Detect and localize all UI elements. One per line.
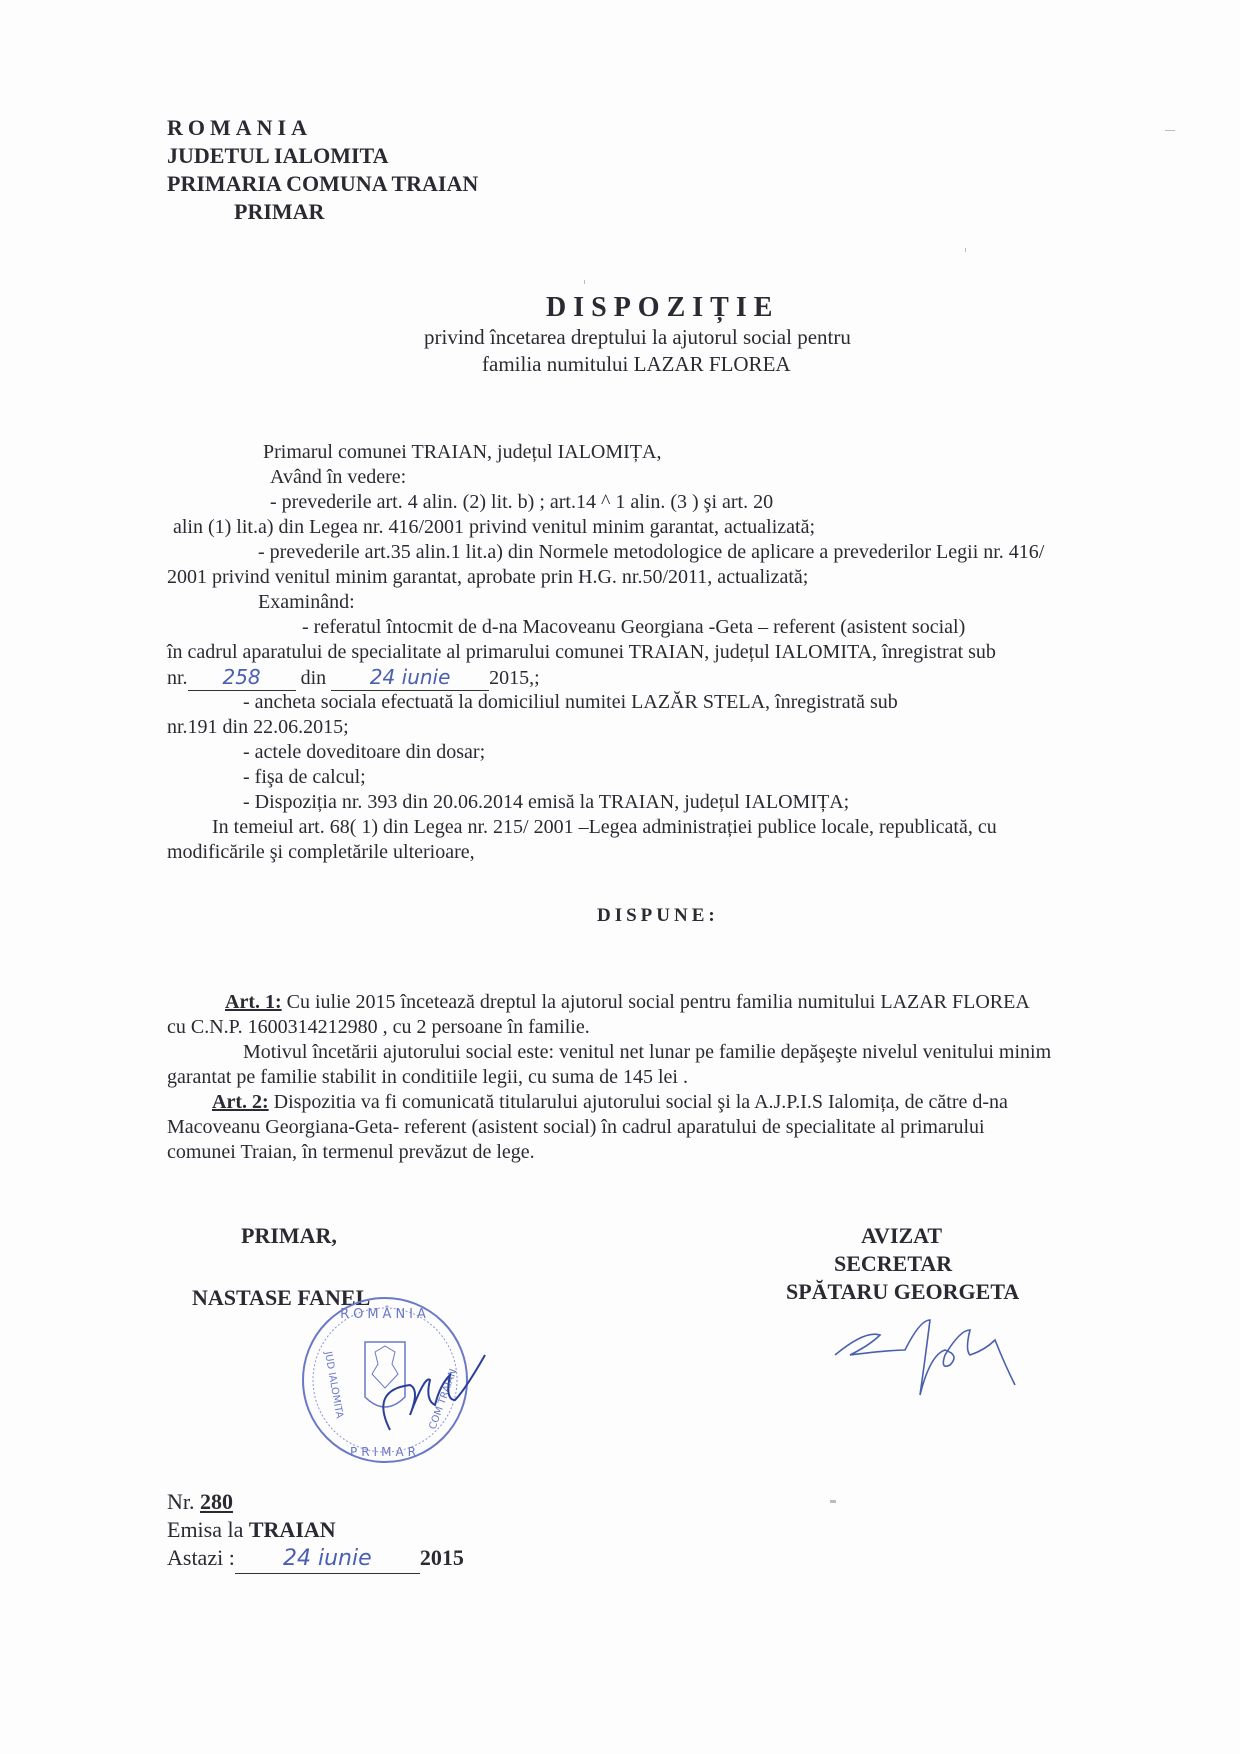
item3: - actele doveditoare din dosar; [243,741,486,763]
item1-nr-handwritten: 258 [188,665,296,691]
title-subtitle-line1: privind încetarea dreptului la ajutorul social pentru [424,325,851,349]
header-county: JUDETUL IALOMITA [167,143,389,168]
scan-speck [965,248,966,252]
item1-din-label: din [300,667,327,689]
article-1-label: Art. 1: [225,991,282,1013]
legal-basis-line2: modificările şi completările ulterioare, [167,841,475,863]
footer-nr-value: 280 [200,1489,233,1514]
item5: - Dispoziția nr. 393 din 20.06.2014 emisă la TRAIAN, județul IALOMIȚA; [243,791,850,813]
title-subtitle-line2: familia numitului LAZAR FLOREA [482,352,791,376]
footer-issued [167,1516,336,1544]
footer-nr-label: Nr. [167,1489,195,1514]
article-2-line2: Macoveanu Georgiana-Geta- referent (asistent social) în cadrul aparatului de specialitate al primarului [167,1116,985,1138]
secretary-title: SECRETAR [834,1251,953,1276]
article-2-label: Art. 2: [212,1091,269,1113]
scan-speck [584,280,585,284]
item1-line1: - referatul întocmit de d-na Macoveanu Georgiana -Geta – referent (asistent social) [302,616,966,638]
stamp-left-text: JUD IALOMITA [322,1350,345,1420]
stamp-bottom-text: PRIMAR [349,1445,421,1459]
secretary-name: SPĂTARU GEORGETA [786,1279,1020,1304]
reason-line2: garantat pe familie stabilit in conditiile legii, cu suma de 145 lei . [167,1066,688,1088]
scan-speck [830,1500,836,1503]
preamble-intro: Primarul comunei TRAIAN, județul IALOMIȚA, [263,441,662,463]
footer-today-handwritten: 24 iunie [235,1545,420,1574]
footer-today-year: 2015 [419,1545,464,1570]
header-institution: PRIMARIA COMUNA TRAIAN [167,171,479,196]
approved-label: AVIZAT [861,1223,943,1248]
signature-stroke [835,1320,1015,1395]
law1-line1: - prevederile art. 4 alin. (2) lit. b) ; art.14 ^ 1 alin. (3 ) şi art. 20 [270,491,774,513]
legal-basis-line1: In temeiul art. 68( 1) din Legea nr. 215/ 2001 –Legea administrației publice locale, republicată, cu [212,816,997,838]
item1-date-handwritten: 24 iunie [331,665,489,691]
article-1-text: Cu iulie 2015 încetează dreptul la ajutorul social pentru familia numitului LAZAR FLOREA [281,991,1030,1013]
item1-registration [167,665,540,691]
header-country: ROMANIA [167,115,312,140]
eagle-icon [372,1346,398,1388]
mayor-name: NASTASE FANEL [192,1285,371,1310]
secretary-signature [830,1305,1070,1415]
item4: - fişa de calcul; [243,766,366,788]
stamp-right-text: COM TRAIAN [427,1367,460,1432]
dispune-heading: DISPUNE: [597,905,719,926]
scan-speck [1165,130,1175,131]
law2-line2: 2001 privind venitul minim garantat, aprobate prin H.G. nr.50/2011, actualizată; [167,566,809,588]
footer-today-label: Astazi : [167,1545,235,1570]
preamble-considering: Având în vedere: [270,466,407,488]
article-1-line1 [225,990,1030,1015]
item2-line2: nr.191 din 22.06.2015; [167,716,349,738]
item1-year: 2015,; [489,667,540,689]
item1-nr-label: nr. [167,667,188,689]
article-2-line1 [212,1090,1008,1115]
official-stamp [295,1290,555,1470]
mayor-title: PRIMAR, [241,1223,337,1248]
law2-line1: - prevederile art.35 alin.1 lit.a) din Normele metodologice de aplicare a prevederilor Legii nr. 416/ [258,541,1045,563]
page-title: DISPOZIȚIE [546,292,780,323]
law1-line2: alin (1) lit.a) din Legea nr. 416/2001 privind venitul minim garantat, actualizată; [173,516,816,538]
footer-date [167,1544,464,1574]
article-1-line2: cu C.N.P. 1600314212980 , cu 2 persoane în familie. [167,1016,590,1038]
article-2-line3: comunei Traian, în termenul prevăzut de lege. [167,1141,535,1163]
stamp-top-text: ROMÂNIA [340,1307,430,1322]
article-2-text: Dispozitia va fi comunicată titularului ajutorului social şi la A.J.P.I.S Ialomița, de către d-na [268,1091,1008,1113]
item1-line2: în cadrul aparatului de specialitate al primarului comunei TRAIAN, județul IALOMITA, înregistrat sub [167,641,996,663]
footer-issued-place: TRAIAN [248,1517,336,1542]
preamble-examining: Examinând: [258,591,355,613]
reason-line1: Motivul încetării ajutorului social este: venitul net lunar pe familie depăşeşte nivelul venitului minim [243,1041,1052,1063]
item2-line1: - ancheta sociala efectuată la domiciliul numitei LAZĂR STELA, înregistrată sub [243,691,898,713]
footer-number [167,1488,233,1516]
header-office: PRIMAR [234,199,325,224]
footer-issued-label: Emisa la [167,1517,244,1542]
